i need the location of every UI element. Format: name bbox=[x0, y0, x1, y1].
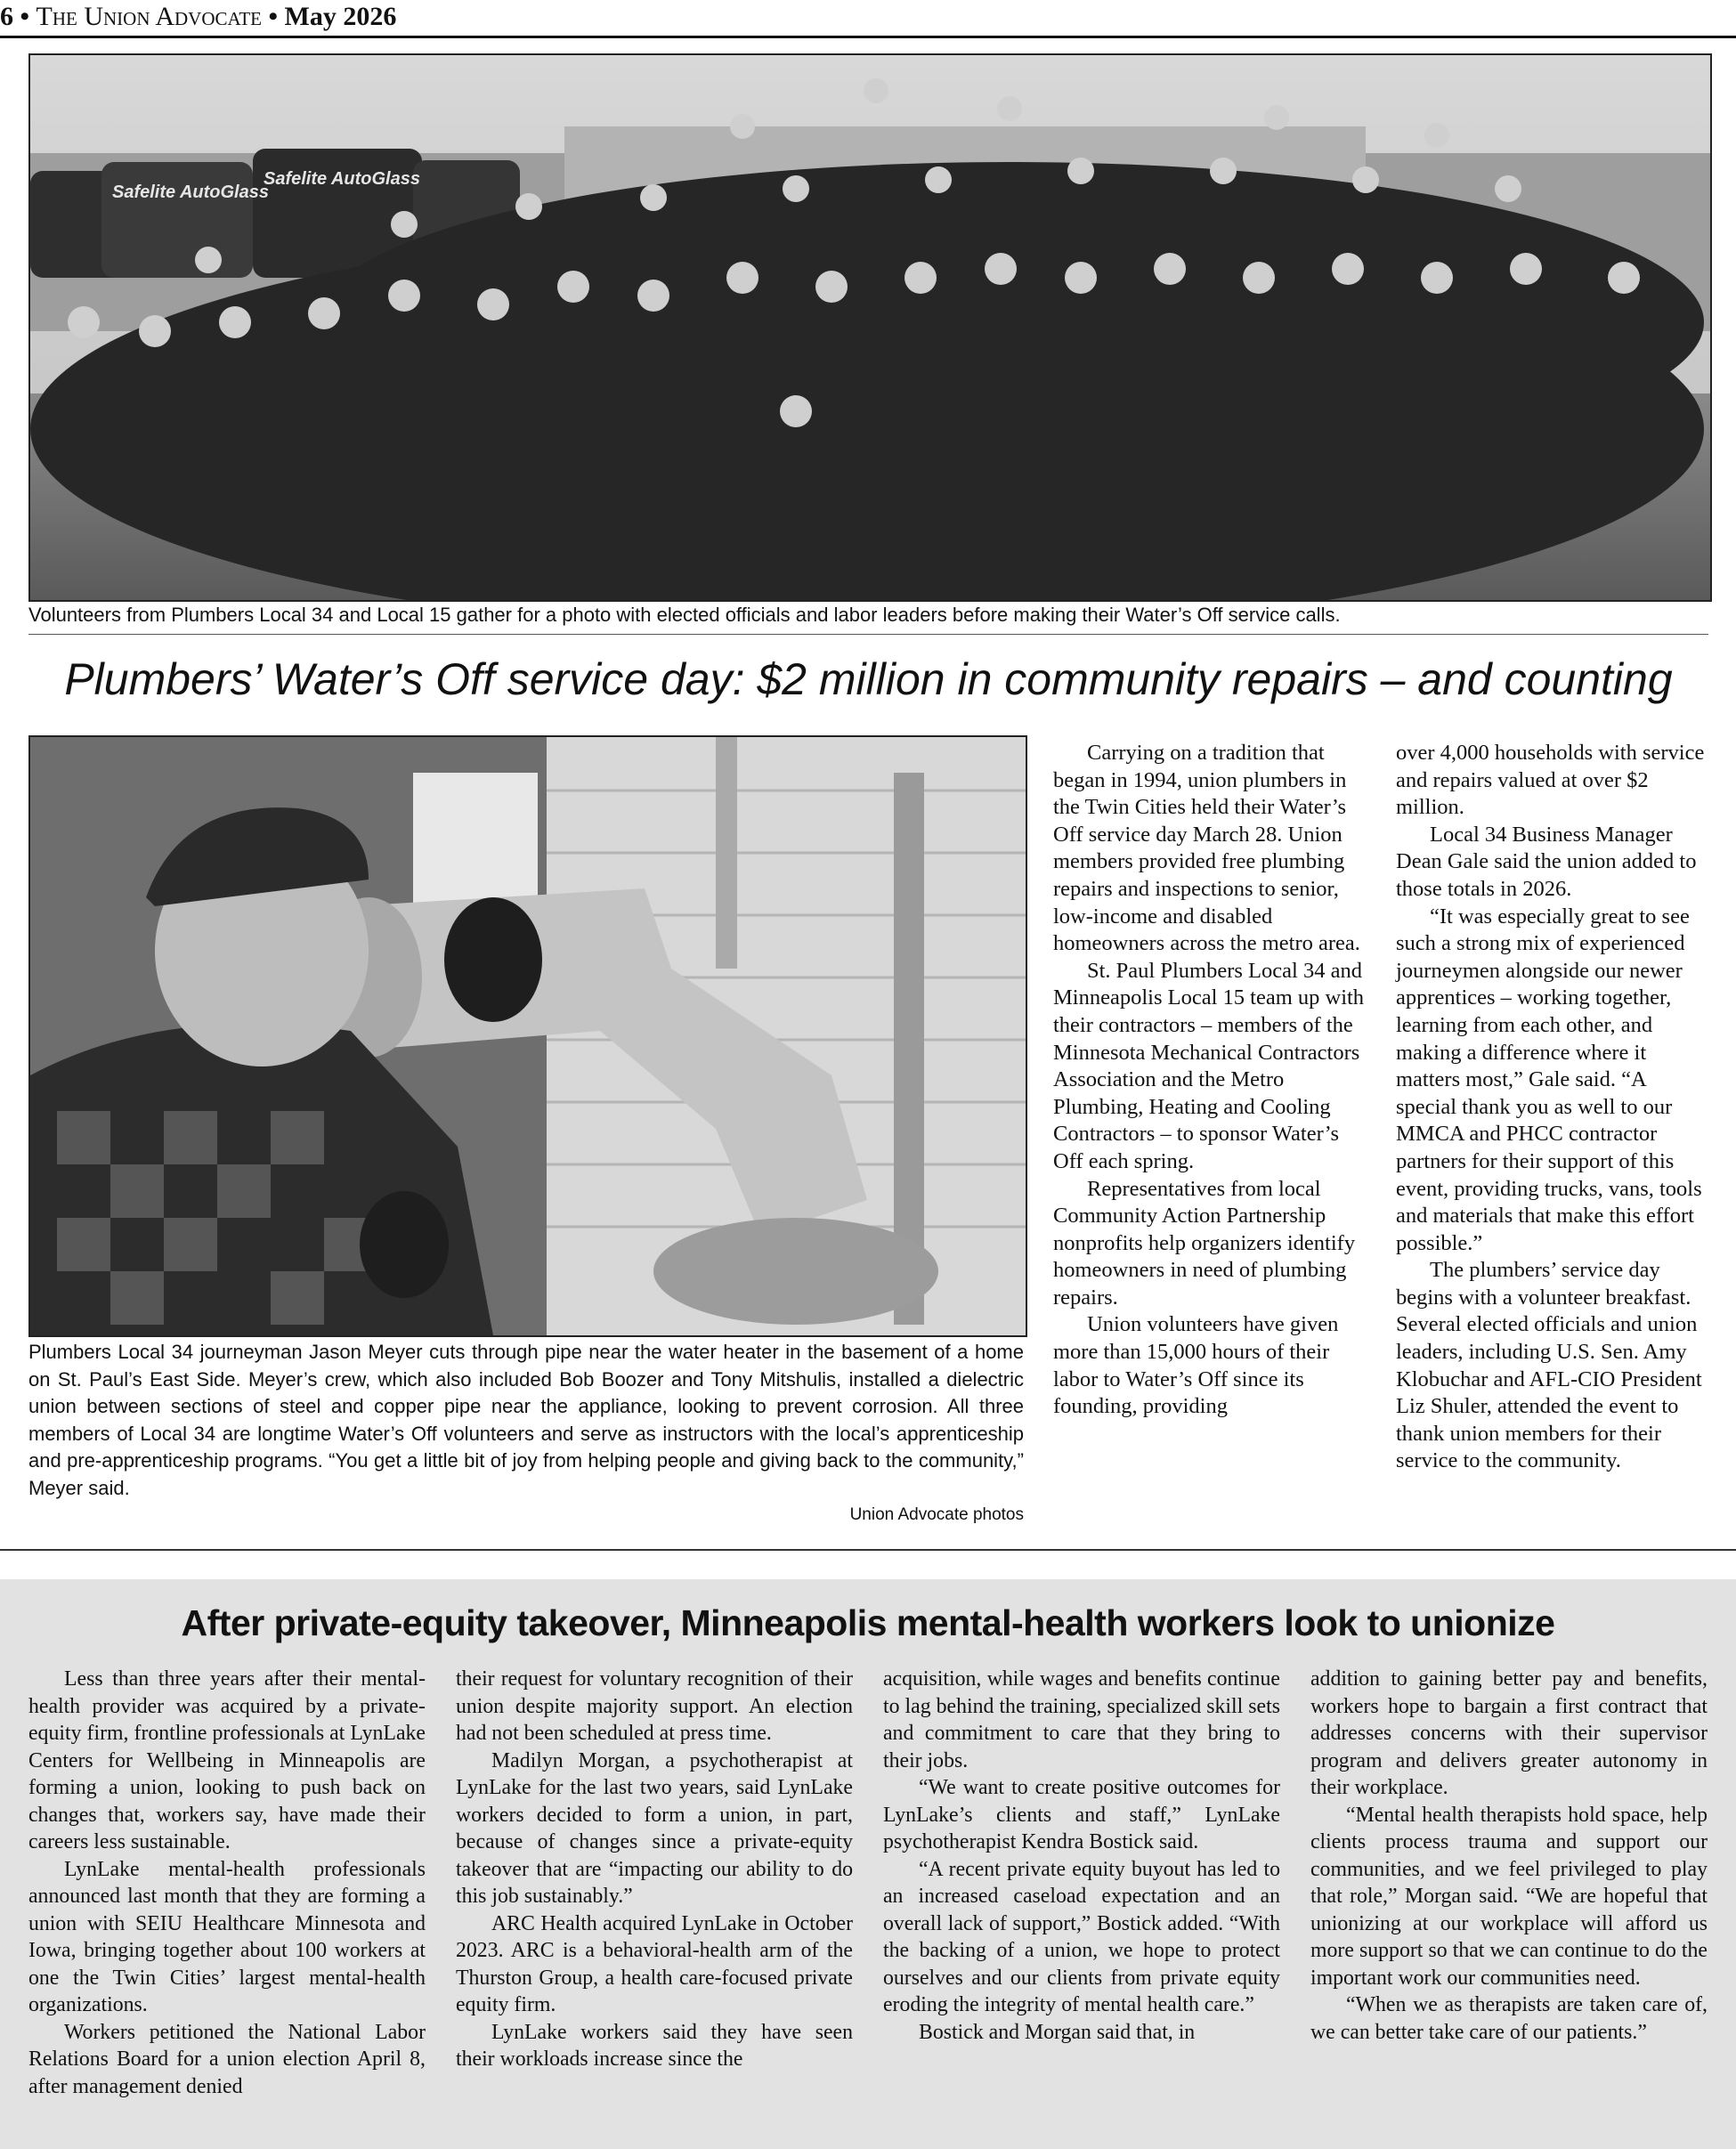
article2-column-2 bbox=[456, 1666, 853, 2073]
group-photo-illustration bbox=[30, 55, 1710, 600]
paper-name: The Union Advocate bbox=[36, 2, 262, 31]
paragraph: LynLake mental-health professionals announced last month that they are forming a union with SEIU Healthcare Minnesota and Iowa, bringing together about 100 workers at one the Twin Cities’ largest mental-health organizations. bbox=[28, 1857, 426, 2016]
paragraph: “When we as therapists are taken care of, we can better take care of our patients.” bbox=[1310, 1993, 1708, 2044]
van-sign: Safelite AutoGlass bbox=[264, 169, 420, 189]
van-sign: Safelite AutoGlass bbox=[112, 182, 269, 202]
paragraph: Bostick and Morgan said that, in bbox=[919, 2020, 1196, 2044]
paragraph-continued: their request for voluntary recognition of their union despite majority support. An election had not been scheduled at press time. bbox=[456, 1667, 853, 1745]
paragraph: “We want to create positive outcomes for LynLake’s clients and staff,” LynLake psychotherapist Kendra Bostick said. bbox=[883, 1776, 1280, 1853]
article2-column-3 bbox=[883, 1666, 1280, 2046]
section-divider bbox=[0, 1549, 1736, 1551]
caption-rule bbox=[28, 634, 1708, 635]
article2-headline: After private-equity takeover, Minneapolis mental-health workers look to unionize bbox=[181, 1602, 1555, 1643]
paragraph: ARC Health acquired LynLake in October 2023. ARC is a behavioral-health arm of the Thurston Group, a health care-focused private equity firm. bbox=[456, 1911, 853, 2016]
issue-date: May 2026 bbox=[284, 2, 397, 31]
plumber-photo-illustration bbox=[30, 737, 1026, 1335]
group-photo bbox=[28, 53, 1712, 602]
paragraph: Workers petitioned the National Labor Relations Board for a union election April 8, after management denied bbox=[28, 2020, 426, 2098]
group-photo-caption: Volunteers from Plumbers Local 34 and Local 15 gather for a photo with elected officials and labor leaders before making their Water’s Off service calls. bbox=[28, 604, 1341, 626]
page-folio: 6 • The Union Advocate • May 2026 bbox=[0, 2, 397, 31]
article2-column-1 bbox=[28, 1666, 426, 2100]
paragraph: Union volunteers have given more than 15,000 hours of their labor to Water’s Off since its founding, providing bbox=[1053, 1312, 1339, 1419]
paragraph: Madilyn Morgan, a psychotherapist at LynLake for the last two years, said LynLake workers decided to form a union, in part, because of changes since a private-equity takeover that are “impacting our ability to do this job sustainably.” bbox=[456, 1748, 853, 1908]
paragraph: LynLake workers said they have seen their workloads increase since the bbox=[456, 2020, 853, 2071]
plumber-photo-caption: Plumbers Local 34 journeyman Jason Meyer cuts through pipe near the water heater in the basement of a home on St. Paul’s East Side. Meyer’s crew, which also included Bob Boozer and Tony Mitshulis, installed a dielectric union between sections of steel and copper pipe near the appliance, looking to prevent corrosion. All three members of Local 34 are longtime Water’s Off volunteers and serve as instructors with the local’s apprenticeship and pre-apprenticeship programs. “You get a little bit of joy from helping people and giving back to the community,” Meyer said. bbox=[28, 1341, 1024, 1499]
paragraph-continued: over 4,000 households with service and repairs valued at over $2 million. bbox=[1396, 741, 1705, 820]
paragraph: “Mental health therapists hold space, help clients process trauma and support our communities, and we feel privileged to play that role,” Morgan said. “We are hopeful that unionizing at our workplace will afford us more support so that we can continue to do the important work our communities need. bbox=[1310, 1803, 1708, 1990]
paragraph-continued: addition to gaining better pay and benefits, workers hope to bargain a first contract that addresses concerns with their supervisor program and delivers greater autonomy in their workplace. bbox=[1310, 1667, 1708, 1799]
paragraph: Local 34 Business Manager Dean Gale said the union added to those totals in 2026. bbox=[1396, 822, 1697, 901]
paragraph: “A recent private equity buyout has led to an increased caseload expectation and an overall lack of support,” Bostick added. “With the backing of a union, we hope to protect ourselves and our clients from private equity eroding the integrity of mental health care.” bbox=[883, 1857, 1280, 2016]
article2-column-4 bbox=[1310, 1666, 1708, 2046]
paragraph: The plumbers’ service day begins with a volunteer breakfast. Several elected officials and union leaders, including U.S. Sen. Amy Klobuchar and AFL-CIO President Liz Shuler, attended the event to thank union members for their service to the community. bbox=[1396, 1258, 1702, 1473]
article1-headline: Plumbers’ Water’s Off service day: $2 million in community repairs – and counting bbox=[64, 654, 1673, 704]
page-number: 6 bbox=[0, 2, 13, 31]
folio-rule bbox=[0, 36, 1736, 38]
paragraph: Representatives from local Community Action Partnership nonprofits help organizers identify homeowners in need of plumbing repairs. bbox=[1053, 1176, 1356, 1310]
paragraph: Carrying on a tradition that began in 1994, union plumbers in the Twin Cities held their Water’s Off service day March 28. Union members provided free plumbing repairs and inspections to senior, low-income and disabled homeowners across the metro area. bbox=[1053, 741, 1360, 956]
paragraph-continued: acquisition, while wages and benefits continue to lag behind the training, specialized skill sets and commitment to care that they bring to their jobs. bbox=[883, 1667, 1280, 1772]
article1-column-2 bbox=[1396, 740, 1709, 1475]
article1-column-1 bbox=[1053, 740, 1369, 1421]
photo-credit: Union Advocate photos bbox=[849, 1505, 1024, 1524]
paragraph: Less than three years after their mental-health provider was acquired by a private-equity firm, frontline professionals at LynLake Centers for Wellbeing in Minneapolis are forming a union, looking to push back on changes that, workers say, have made their careers less sustainable. bbox=[28, 1667, 426, 1853]
paragraph: St. Paul Plumbers Local 34 and Minneapolis Local 15 team up with their contractors – members of the Minnesota Mechanical Contractors Association and the Metro Plumbing, Heating and Cooling Contractors – to sponsor Water’s Off each spring. bbox=[1053, 958, 1365, 1173]
paragraph: “It was especially great to see such a strong mix of experienced journeymen alongside our newer apprentices – working together, learning from each other, and making a difference where it matters most,” Gale said. “A special thank you as well to our MMCA and PHCC contractor partners for their support of this event, providing trucks, vans, tools and materials that make this effort possible.” bbox=[1396, 904, 1702, 1255]
plumber-photo bbox=[28, 735, 1027, 1337]
